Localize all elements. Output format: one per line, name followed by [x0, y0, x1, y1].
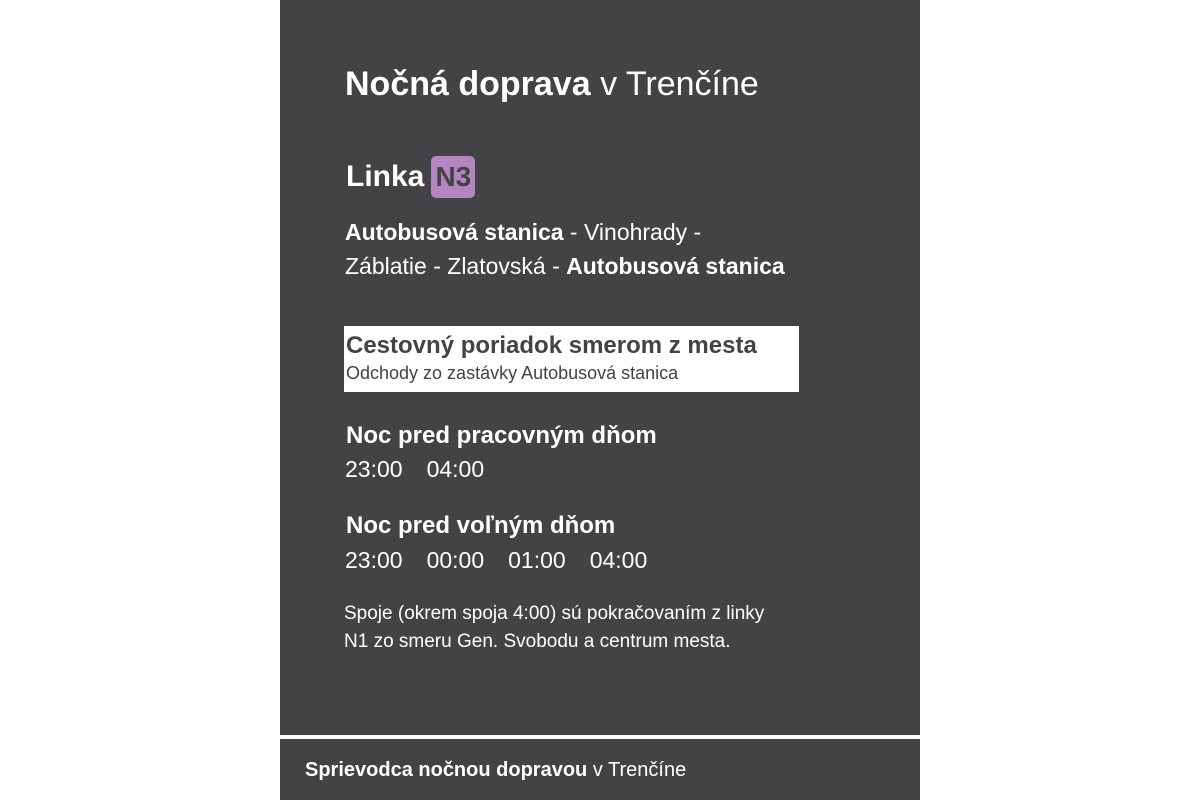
route-stops-middle-1: - Vinohrady -	[563, 219, 702, 245]
page-title-bold: Nočná doprava	[345, 65, 591, 103]
footer-bar	[280, 739, 920, 800]
schedule-header-box	[344, 326, 799, 392]
route-stop-first: Autobusová stanica	[345, 219, 564, 245]
departure-time: 04:00	[426, 456, 485, 482]
line-label: Linka	[346, 160, 425, 193]
day-heading-workday: Noc pred pracovným dňom	[346, 422, 657, 449]
route-description	[345, 215, 885, 283]
departure-time: 23:00	[345, 547, 403, 573]
route-stop-last: Autobusová stanica	[566, 253, 785, 279]
departure-time: 23:00	[345, 456, 403, 482]
line-heading	[346, 156, 475, 198]
line-badge: N3	[431, 156, 475, 198]
departure-time: 04:00	[589, 547, 648, 573]
connection-note	[344, 600, 864, 656]
departures-holiday	[345, 544, 671, 576]
departure-time: 00:00	[426, 547, 485, 573]
schedule-title: Cestovný poriadok smerom z mesta	[346, 332, 757, 359]
footer-text-bold: Sprievodca nočnou dopravou	[305, 759, 588, 781]
footer-link[interactable]	[305, 756, 686, 784]
schedule-subtitle: Odchody zo zastávky Autobusová stanica	[346, 363, 679, 383]
page-title-light: v Trenčíne	[590, 65, 759, 103]
route-row-1	[345, 215, 885, 249]
footer-text-light: v Trenčíne	[587, 759, 687, 781]
day-heading-holiday: Noc pred voľným dňom	[346, 512, 616, 539]
departures-workday	[345, 453, 508, 485]
connection-note-line-2: N1 zo smeru Gen. Svobodu a centrum mesta.	[344, 631, 731, 652]
connection-note-line-1: Spoje (okrem spoja 4:00) sú pokračovaním z linky	[344, 603, 765, 624]
page-title	[345, 62, 759, 106]
timetable-panel	[280, 0, 920, 735]
departure-time: 01:00	[508, 547, 566, 573]
route-stops-middle-2: Záblatie - Zlatovská -	[345, 253, 567, 279]
route-row-2	[345, 249, 885, 283]
